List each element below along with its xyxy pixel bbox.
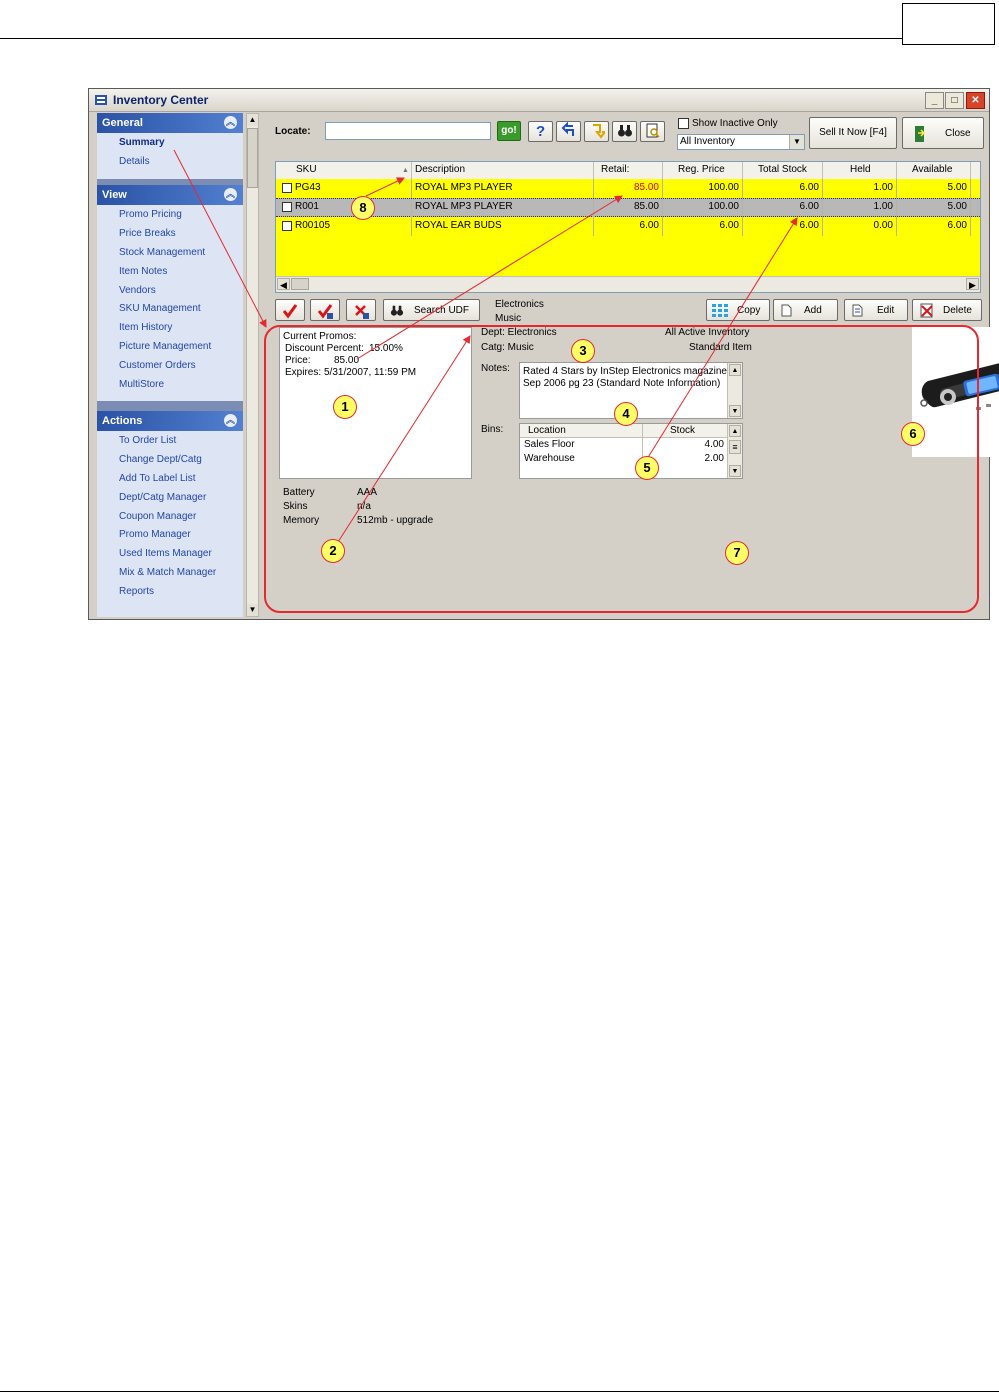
udf-label-memory: Memory (283, 515, 320, 526)
discount-value: 15.00% (369, 343, 403, 354)
back-arrow-icon (561, 122, 577, 139)
sidebar-item-dept-catg-manager[interactable]: Dept/Catg Manager (119, 491, 207, 503)
grid-empty-area (276, 236, 980, 276)
sidebar-item-used-items-manager[interactable]: Used Items Manager (119, 548, 212, 560)
page-header-rule (0, 38, 905, 39)
scroll-up-arrow-icon[interactable]: ▲ (248, 115, 257, 124)
table-row[interactable] (276, 217, 980, 236)
column-header-available[interactable]: Available (912, 164, 953, 175)
minimize-button[interactable]: _ (925, 92, 944, 109)
sidebar-item-picture-management[interactable]: Picture Management (119, 341, 212, 353)
callout-4: 4 (614, 402, 638, 426)
udf-value-memory: 512mb - upgrade (357, 515, 434, 526)
svg-text:?: ? (535, 123, 545, 139)
locate-toolbar (262, 113, 984, 151)
detail-area-highlight-frame (264, 325, 979, 613)
promo-price-label: Price: (285, 355, 311, 366)
cell-retail: 85.00 (633, 201, 659, 212)
sidebar-item-item-notes[interactable]: Item Notes (119, 265, 168, 277)
delete-x-icon (920, 303, 934, 318)
delete-label: Delete (943, 305, 972, 316)
scrollbar-thumb[interactable] (247, 128, 258, 188)
sidebar-item-add-to-label-list[interactable]: Add To Label List (119, 472, 196, 484)
help-icon (533, 122, 549, 139)
delete-button[interactable] (912, 299, 982, 321)
promos-title: Current Promos: (283, 331, 357, 342)
column-header-description[interactable]: Description (415, 164, 466, 175)
udf-label-battery: Battery (283, 487, 315, 498)
sidebar-item-coupon-manager[interactable]: Coupon Manager (119, 510, 197, 522)
callout-5: 5 (635, 456, 659, 480)
general-header[interactable] (97, 113, 243, 133)
scroll-left-arrow-icon[interactable]: ◀ (277, 278, 290, 290)
column-header-held[interactable]: Held (850, 164, 871, 175)
cell-available: 5.00 (947, 201, 967, 212)
collapse-chevron-icon[interactable]: ︽ (225, 189, 235, 199)
sidebar-item-promo-manager[interactable]: Promo Manager (119, 529, 191, 541)
catg-info: Catg: Music (481, 342, 534, 353)
search-udf-label: Search UDF (414, 305, 470, 316)
general-section (97, 113, 243, 179)
cell-description: ROYAL MP3 PLAYER (415, 201, 513, 212)
cell-description: ROYAL EAR BUDS (415, 220, 502, 231)
row-checkbox[interactable] (282, 202, 292, 212)
column-header-sku[interactable]: SKU (296, 164, 317, 175)
dropdown-arrow-icon[interactable]: ▼ (789, 135, 804, 149)
check-a-icon (316, 302, 334, 320)
expires-value: 5/31/2007, 11:59 PM (324, 367, 417, 378)
udf-value-skins: n/a (357, 501, 371, 512)
cell-held: 0.00 (873, 220, 893, 231)
dept-text: Electronics (495, 299, 544, 310)
window-title: Inventory Center (113, 93, 209, 107)
callout-3: 3 (571, 339, 595, 363)
view-header[interactable] (97, 185, 243, 205)
expires-label: Expires: (285, 367, 322, 378)
table-row-selected[interactable] (276, 198, 980, 217)
sidebar-scrollbar[interactable] (246, 113, 259, 617)
sidebar-item-reports[interactable]: Reports (119, 586, 155, 598)
back-button[interactable] (556, 121, 581, 142)
cell-reg-price: 6.00 (719, 220, 739, 231)
show-inactive-checkbox[interactable] (678, 118, 689, 129)
sidebar-item-vendors[interactable]: Vendors (119, 284, 156, 296)
edit-button[interactable] (844, 299, 908, 321)
scrollbar-thumb[interactable]: ≡ (729, 440, 741, 454)
callout-1: 1 (333, 395, 357, 419)
bins-header-stock: Stock (670, 425, 696, 436)
notes-line-1: Rated 4 Stars by InStep Electronics magazine (523, 366, 727, 377)
inventory-status: All Active Inventory (665, 327, 750, 338)
bins-label: Bins: (481, 424, 504, 435)
copy-label: Copy (737, 305, 761, 316)
add-label: Add (804, 305, 822, 316)
locate-input[interactable] (325, 122, 491, 140)
cell-description: ROYAL MP3 PLAYER (415, 182, 513, 193)
cell-reg-price: 100.00 (708, 182, 739, 193)
edit-label: Edit (877, 305, 895, 316)
new-document-icon (781, 304, 792, 317)
column-header-retail[interactable]: Retail: (601, 164, 630, 175)
sidebar-item-price-breaks[interactable]: Price Breaks (119, 227, 176, 239)
actions-header[interactable] (97, 411, 243, 431)
exit-door-icon (913, 125, 927, 143)
add-button[interactable] (773, 299, 838, 321)
show-inactive-label: Show Inactive Only (692, 118, 778, 129)
cell-held: 1.00 (873, 182, 893, 193)
sort-ascending-icon: ▲ (402, 167, 409, 174)
scroll-down-arrow-icon[interactable]: ▼ (729, 465, 741, 477)
bin-stock: 4.00 (704, 439, 724, 450)
title-bar (89, 89, 989, 112)
grid-header (276, 162, 980, 180)
row-checkbox[interactable] (282, 183, 292, 193)
dept-info: Dept: Electronics (481, 327, 557, 338)
print-preview-icon (645, 122, 661, 139)
sidebar-item-to-order-list[interactable]: To Order List (119, 435, 177, 446)
catg-text: Music (495, 313, 522, 324)
preview-button[interactable] (640, 121, 665, 142)
edit-document-icon (852, 304, 863, 317)
bin-stock: 2.00 (704, 453, 724, 464)
task-sidebar (97, 113, 243, 617)
page-footer-rule (0, 1391, 999, 1392)
sidebar-item-multistore[interactable]: MultiStore (119, 379, 165, 391)
cell-available: 6.00 (947, 220, 967, 231)
discount-label: Discount Percent: (285, 343, 364, 354)
locate-label: Locate: (275, 126, 311, 137)
uncheck-x-icon (352, 302, 370, 320)
check-selected-button[interactable] (310, 299, 340, 321)
maximize-button[interactable]: □ (945, 92, 964, 109)
app-icon (94, 93, 108, 107)
help-button[interactable] (528, 121, 553, 142)
refresh-button[interactable] (584, 121, 609, 142)
promo-price-value: 85.00 (334, 355, 360, 366)
cell-retail: 85.00 (633, 182, 659, 193)
search-udf-button[interactable] (383, 299, 480, 321)
udf-label-skins: Skins (283, 501, 308, 512)
sidebar-item-summary[interactable]: Summary (119, 137, 165, 148)
copy-button[interactable] (706, 299, 770, 321)
bins-header-location: Location (528, 425, 566, 436)
table-row[interactable] (276, 179, 980, 198)
cell-sku: R001 (295, 201, 319, 212)
close-window-button[interactable]: ✕ (966, 92, 985, 109)
scroll-up-arrow-icon[interactable]: ▲ (729, 425, 741, 437)
cell-total-stock: 6.00 (799, 201, 819, 212)
view-section (97, 185, 243, 401)
notes-line-2: Sep 2006 pg 23 (Standard Note Information) (523, 377, 721, 389)
copy-grid-icon (712, 304, 728, 317)
close-button-label: Close (945, 128, 971, 139)
sidebar-item-details[interactable]: Details (119, 155, 150, 167)
notes-label: Notes: (481, 363, 510, 374)
view-header-label: View (102, 189, 127, 201)
actions-section (97, 411, 243, 617)
close-button[interactable] (902, 117, 984, 149)
cell-sku: PG43 (295, 182, 321, 193)
collapse-chevron-icon[interactable]: ︽ (225, 415, 235, 425)
sidebar-item-stock-management[interactable]: Stock Management (119, 246, 206, 258)
sell-it-now-button[interactable]: Sell It Now [F4] (809, 117, 897, 149)
page-number-box (902, 3, 995, 45)
binoculars-icon (390, 304, 404, 317)
find-button[interactable] (612, 121, 637, 142)
cell-reg-price: 100.00 (708, 201, 739, 212)
callout-6: 6 (901, 422, 925, 446)
binoculars-icon (617, 122, 633, 139)
cell-retail: 6.00 (639, 220, 659, 231)
scroll-down-arrow-icon[interactable]: ▼ (729, 405, 741, 417)
cell-held: 1.00 (873, 201, 893, 212)
cell-available: 5.00 (947, 182, 967, 193)
inventory-filter-value: All Inventory (680, 136, 736, 147)
inventory-grid[interactable] (275, 161, 981, 293)
bin-location: Warehouse (524, 453, 575, 464)
sidebar-item-change-dept-catg[interactable]: Change Dept/Catg (119, 453, 202, 465)
check-all-button[interactable] (275, 299, 305, 321)
inventory-filter-select[interactable] (677, 134, 805, 150)
refresh-icon (589, 122, 605, 139)
sidebar-item-customer-orders[interactable]: Customer Orders (119, 360, 196, 372)
cell-total-stock: 6.00 (799, 220, 819, 231)
sidebar-item-mix-match-manager[interactable]: Mix & Match Manager (119, 567, 217, 579)
red-checkmark-icon (281, 302, 299, 320)
general-header-label: General (102, 117, 143, 129)
udf-value-battery: AAA (357, 487, 378, 498)
collapse-chevron-icon[interactable]: ︽ (225, 117, 235, 127)
scroll-up-arrow-icon[interactable]: ▲ (729, 364, 741, 376)
bin-location: Sales Floor (524, 439, 575, 450)
column-header-reg-price[interactable]: Reg. Price (678, 164, 725, 175)
row-checkbox[interactable] (282, 221, 292, 231)
cell-total-stock: 6.00 (799, 182, 819, 193)
go-button[interactable]: go! (497, 121, 521, 141)
column-header-total-stock[interactable]: Total Stock (758, 164, 807, 175)
sidebar-item-item-history[interactable]: Item History (119, 322, 173, 334)
sidebar-item-promo-pricing[interactable]: Promo Pricing (119, 209, 182, 220)
cell-sku: R00105 (295, 220, 331, 231)
actions-header-label: Actions (102, 415, 143, 427)
item-type: Standard Item (689, 342, 752, 353)
sidebar-item-sku-management[interactable]: SKU Management (119, 303, 201, 315)
callout-7: 7 (725, 541, 749, 565)
callout-2: 2 (321, 539, 345, 563)
grid-horizontal-scrollbar[interactable] (276, 276, 980, 292)
callout-8: 8 (351, 196, 375, 220)
scrollbar-thumb[interactable] (291, 278, 309, 290)
scroll-right-arrow-icon[interactable]: ▶ (966, 278, 979, 290)
scroll-down-arrow-icon[interactable]: ▼ (248, 605, 257, 614)
uncheck-button[interactable] (346, 299, 376, 321)
